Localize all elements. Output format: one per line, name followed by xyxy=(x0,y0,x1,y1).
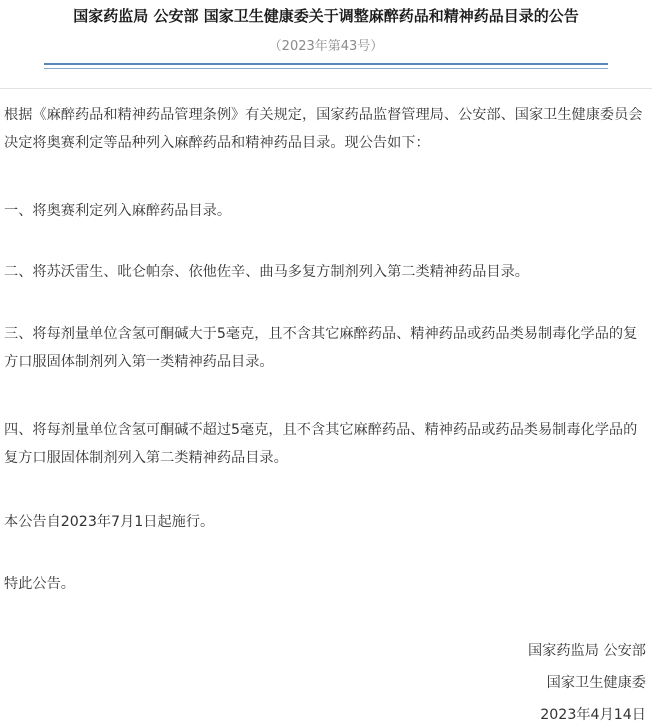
document-title: 国家药监局 公安部 国家卫生健康委关于调整麻醉药品和精神药品目录的公告 xyxy=(73,7,579,25)
signature-issuers-line2: 国家卫生健康委 xyxy=(546,675,646,691)
paragraph-item-1: 一、将奥赛利定列入麻醉药品目录。 xyxy=(4,203,232,219)
signature-issuers-line1: 国家药监局 公安部 xyxy=(527,643,646,659)
paragraph-closing: 特此公告。 xyxy=(4,576,75,592)
title-rule-thick xyxy=(44,63,608,65)
paragraph-item-3: 三、将每剂量单位含氢可酮碱大于5毫克，且不含其它麻醉药品、精神药品或药品类易制毒化学品的复方口服固体制剂列入第一类精神药品目录。 xyxy=(4,326,638,370)
header-divider xyxy=(0,88,652,89)
paragraph-item-4: 四、将每剂量单位含氢可酮碱不超过5毫克，且不含其它麻醉药品、精神药品或药品类易制毒化学品的复方口服固体制剂列入第二类精神药品目录。 xyxy=(4,422,638,466)
paragraph-effective-date: 本公告自2023年7月1日起施行。 xyxy=(4,514,215,530)
signature-date: 2023年4月14日 xyxy=(540,707,646,723)
document-number: （2023年第43号） xyxy=(268,39,384,54)
paragraph-item-2: 二、将苏沃雷生、吡仑帕奈、依他佐辛、曲马多复方制剂列入第二类精神药品目录。 xyxy=(4,264,529,280)
paragraph-intro: 根据《麻醉药品和精神药品管理条例》有关规定，国家药品监督管理局、公安部、国家卫生健康委员会决定将奥赛利定等品种列入麻醉药品和精神药品目录。现公告如下： xyxy=(4,107,643,151)
title-rule-thin xyxy=(44,68,608,69)
